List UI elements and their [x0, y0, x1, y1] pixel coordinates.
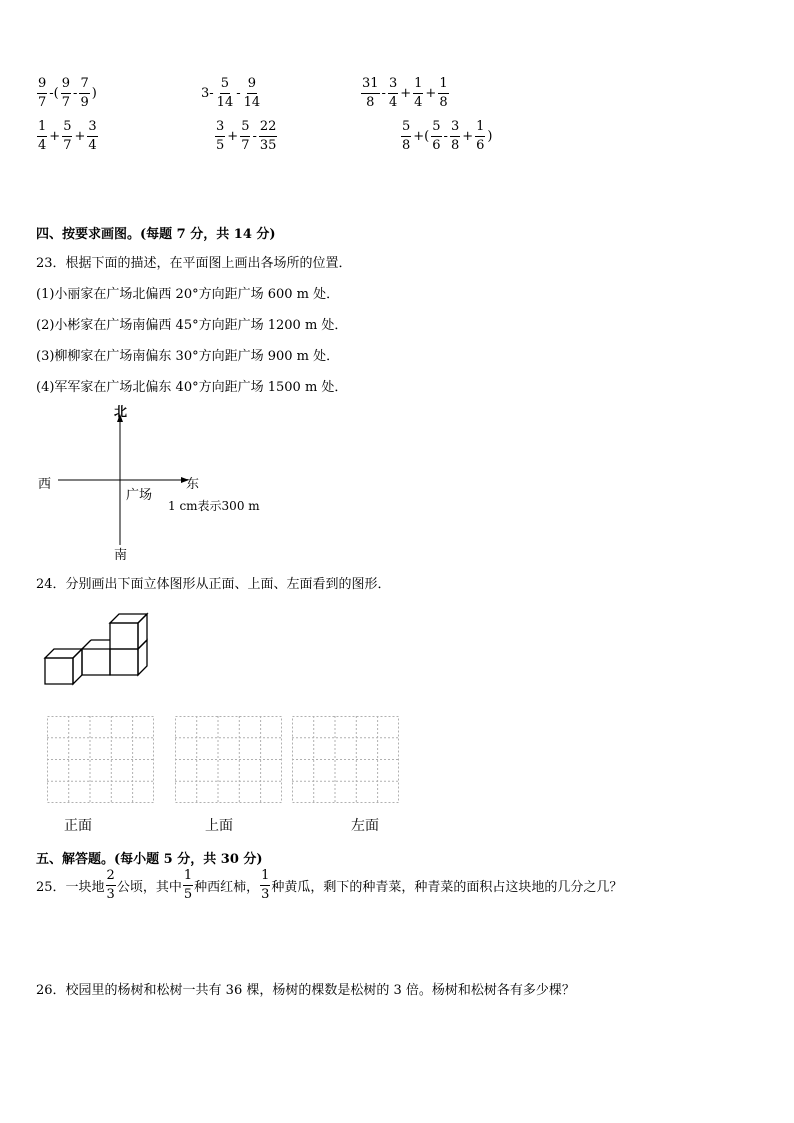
cube-solid-figure [40, 608, 160, 690]
west-label: 西 [38, 477, 52, 492]
expression-2: $\frac{1}{4}$ + $\frac{5}{7}$ + $\frac{3}{4}$ [38, 119, 97, 154]
left-view-grid[interactable] [292, 716, 400, 804]
left-view-label: 左面 [351, 818, 379, 834]
fraction: $\frac{9}{7}$ [61, 76, 71, 111]
fraction: $\frac{5}{7}$ [241, 119, 250, 154]
fraction: $\frac{7}{9}$ [80, 76, 89, 111]
question-24: 24．分别画出下面立体图形从正面、上面、左面看到的图形． [36, 577, 391, 592]
fraction: $\frac{22}{35}$ [259, 119, 277, 154]
fraction: $\frac{1}{4}$ [414, 76, 423, 111]
scale-label: 1 cm表示300 m [168, 499, 260, 513]
fraction: $\frac{9}{14}$ [243, 76, 261, 111]
fraction: $\frac{1}{8}$ [439, 76, 448, 111]
fraction: $\frac{5}{7}$ [63, 119, 72, 154]
question-23: 23．根据下面的描述，在平面图上画出各场所的位置． [36, 256, 352, 271]
fraction: $\frac{5}{6}$ [432, 119, 441, 154]
fraction: $\frac{1}{5}$ [183, 868, 193, 903]
q23-item-3: (3)柳柳家在广场南偏东 30°方向距广场 900 m 处． [36, 349, 340, 364]
expression-5: $\frac{31}{8}$ - $\frac{3}{4}$ + $\frac{1}{4}$ + $\frac{1}{8}$ [362, 76, 448, 111]
expression-1: $\frac{9}{7}$ -( $\frac{9}{7}$ - $\frac{7}{9}$ ) [38, 76, 97, 111]
fraction: $\frac{3}{8}$ [450, 119, 460, 154]
front-view-grid[interactable] [47, 716, 155, 804]
plaza-label: 广场 [126, 488, 153, 503]
q23-item-4: (4)军军家在广场北偏东 40°方向距广场 1500 m 处． [36, 380, 348, 395]
question-26: 26．校园里的杨树和松树一共有 36 棵，杨树的棵数是松树的 3 倍。杨树和松树各有多少棵？ [36, 983, 575, 998]
q23-item-1: (1)小丽家在广场北偏西 20°方向距广场 600 m 处． [36, 287, 340, 302]
fraction: $\frac{3}{5}$ [216, 119, 225, 154]
expression-6: $\frac{5}{8}$ +( $\frac{5}{6}$ - $\frac{3}{8}$ + $\frac{1}{6}$ ) [402, 119, 493, 154]
top-view-grid[interactable] [175, 716, 283, 804]
top-view-label: 上面 [205, 818, 233, 834]
fraction: $\frac{31}{8}$ [362, 76, 379, 111]
fraction: $\frac{1}{4}$ [38, 119, 47, 154]
north-label: 北 [114, 405, 128, 420]
fraction: $\frac{3}{4}$ [88, 119, 97, 154]
east-label: 东 [186, 477, 200, 492]
fraction: $\frac{5}{14}$ [216, 76, 234, 111]
fraction: $\frac{9}{7}$ [38, 76, 47, 111]
fraction: $\frac{1}{3}$ [261, 868, 270, 903]
section-5-title: 五、解答题。(每小题 5 分，共 30 分) [36, 852, 263, 867]
fraction: $\frac{3}{4}$ [388, 76, 398, 111]
fraction: $\frac{1}{6}$ [476, 119, 485, 154]
fraction: $\frac{5}{8}$ [402, 119, 411, 154]
question-25: 25．一块地 $\frac{2}{3}$ 公顷，其中 $\frac{1}{5}$ 种西红柿， $\frac{1}{3}$ 种黄瓜，剩下的种青菜，种青菜的面积占这块地的几分之几？ [36, 868, 623, 903]
expression-4: $\frac{3}{5}$ + $\frac{5}{7}$ - $\frac{22}{35}$ [216, 119, 277, 154]
q23-item-2: (2)小彬家在广场南偏西 45°方向距广场 1200 m 处． [36, 318, 348, 333]
south-label: 南 [114, 548, 128, 563]
section-4-title: 四、按要求画图。(每题 7 分，共 14 分) [36, 227, 276, 242]
fraction: $\frac{2}{3}$ [106, 868, 115, 903]
expression-3: 3- $\frac{5}{14}$ - $\frac{9}{14}$ [201, 76, 261, 111]
front-view-label: 正面 [64, 818, 92, 834]
